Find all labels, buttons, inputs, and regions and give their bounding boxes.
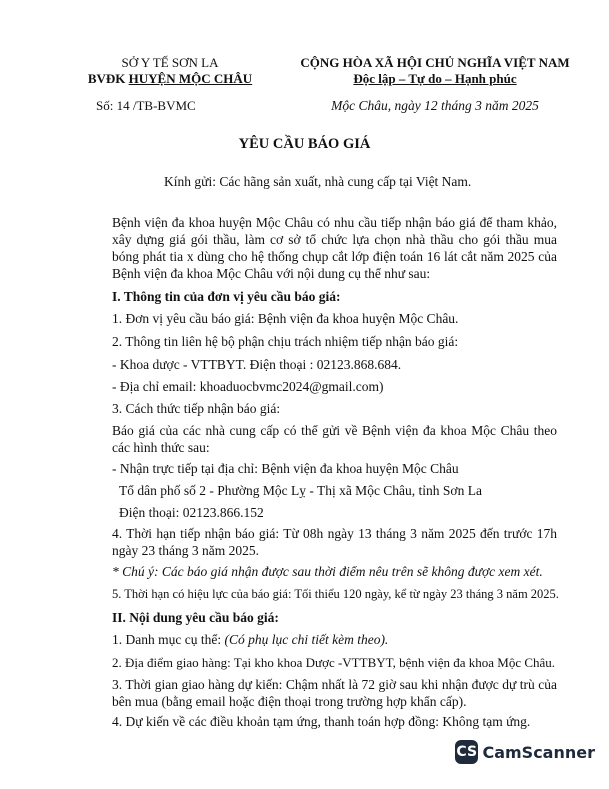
section2-item2: 2. Địa điểm giao hàng: Tại kho khoa Dược -VTTBYT, bệnh viện đa khoa Mộc Châu. bbox=[112, 655, 556, 670]
document-number: Số: 14 /TB-BVMC bbox=[96, 98, 196, 113]
section1-item5: 5. Thời hạn có hiệu lực của báo giá: Tối thiểu 120 ngày, kể từ ngày 23 tháng 3 năm 2025. bbox=[112, 587, 559, 601]
section2-item4: 4. Dự kiến về các điều khoản tạm ứng, thanh toán hợp đồng: Không tạm ứng. bbox=[112, 714, 531, 729]
national-title: CỘNG HÒA XÃ HỘI CHỦ NGHĨA VIỆT NAM bbox=[300, 55, 570, 70]
section2-heading: II. Nội dung yêu cầu báo giá: bbox=[112, 610, 279, 625]
section1-item3-phone: Điện thoại: 02123.866.152 bbox=[119, 505, 264, 520]
camscanner-label: CamScanner bbox=[482, 742, 595, 762]
section1-item3-desc: Báo giá của các nhà cung cấp có thể gửi về Bệnh viện đa khoa Mộc Châu theo các hình thức sau: bbox=[112, 423, 557, 455]
section2-item1 bbox=[112, 631, 557, 648]
section1-note: * Chú ý: Các báo giá nhận được sau thời điểm nêu trên sẽ không được xem xét. bbox=[112, 564, 543, 579]
section1-item2: 2. Thông tin liên hệ bộ phận chịu trách nhiệm tiếp nhận báo giá: bbox=[112, 334, 459, 349]
section1-item3-direct: - Nhận trực tiếp tại địa chỉ: Bệnh viện đa khoa huyện Mộc Châu bbox=[112, 461, 459, 476]
section2-item1-prefix: 1. Danh mục cụ thể: bbox=[112, 632, 225, 647]
org-name-prefix: BVĐK bbox=[87, 71, 129, 86]
section1-item3-address: Tổ dân phố số 2 - Phường Mộc Lỵ - Thị xã Mộc Châu, tỉnh Sơn La bbox=[119, 483, 482, 498]
section2-item1-appendix: (Có phụ lục chi tiết kèm theo). bbox=[224, 632, 389, 647]
org-name-underlined: HUYỆN MỘC CHÂU bbox=[128, 71, 253, 86]
section2-item3: 3. Thời gian giao hàng dự kiến: Chậm nhất là 72 giờ sau khi nhận được dự trù của bên mua (bằng email hoặc điện thoại trong trường hợp khẩn cấp). bbox=[112, 677, 557, 709]
section1-item3: 3. Cách thức tiếp nhận báo giá: bbox=[112, 401, 281, 416]
camscanner-watermark bbox=[455, 739, 595, 765]
section1-heading: I. Thông tin của đơn vị yêu cầu báo giá: bbox=[112, 289, 341, 304]
section1-item1: 1. Đơn vị yêu cầu báo giá: Bệnh viện đa khoa huyện Mộc Châu. bbox=[112, 311, 459, 326]
recipient: Kính gửi: Các hãng sản xuất, nhà cung cấp tại Việt Nam. bbox=[164, 174, 472, 189]
national-motto-text: Độc lập – Tự do – Hạnh phúc bbox=[353, 71, 517, 86]
page-title: YÊU CẦU BÁO GIÁ bbox=[238, 136, 371, 152]
national-motto bbox=[275, 71, 595, 87]
camscanner-icon: CS bbox=[455, 740, 478, 764]
section1-item4: 4. Thời hạn tiếp nhận báo giá: Từ 08h ngày 13 tháng 3 năm 2025 đến trước 17h ngày 23 tháng 3 năm 2025. bbox=[112, 526, 557, 558]
section1-item2-phone: - Khoa dược - VTTBYT. Điện thoại : 02123.868.684. bbox=[112, 357, 402, 372]
document-date: Mộc Châu, ngày 12 tháng 3 năm 2025 bbox=[331, 98, 539, 113]
org-name bbox=[70, 71, 270, 87]
section1-item2-email: - Địa chỉ email: khoaduocbvmc2024@gmail.com) bbox=[112, 379, 384, 394]
intro-paragraph: Bệnh viện đa khoa huyện Mộc Châu có nhu cầu tiếp nhận báo giá để tham khảo, xây dựng giá gói thầu, làm cơ sở tổ chức lựa chọn nhà thầu cho gói thầu mua bóng phát tia x dùng cho hệ thống chụp cắt lớp điện toán 16 lát cắt năm 2025 của Bệnh viện đa khoa Mộc Châu với nội dung cụ thể như sau: bbox=[112, 215, 557, 281]
org-parent: SỞ Y TẾ SƠN LA bbox=[121, 55, 219, 70]
